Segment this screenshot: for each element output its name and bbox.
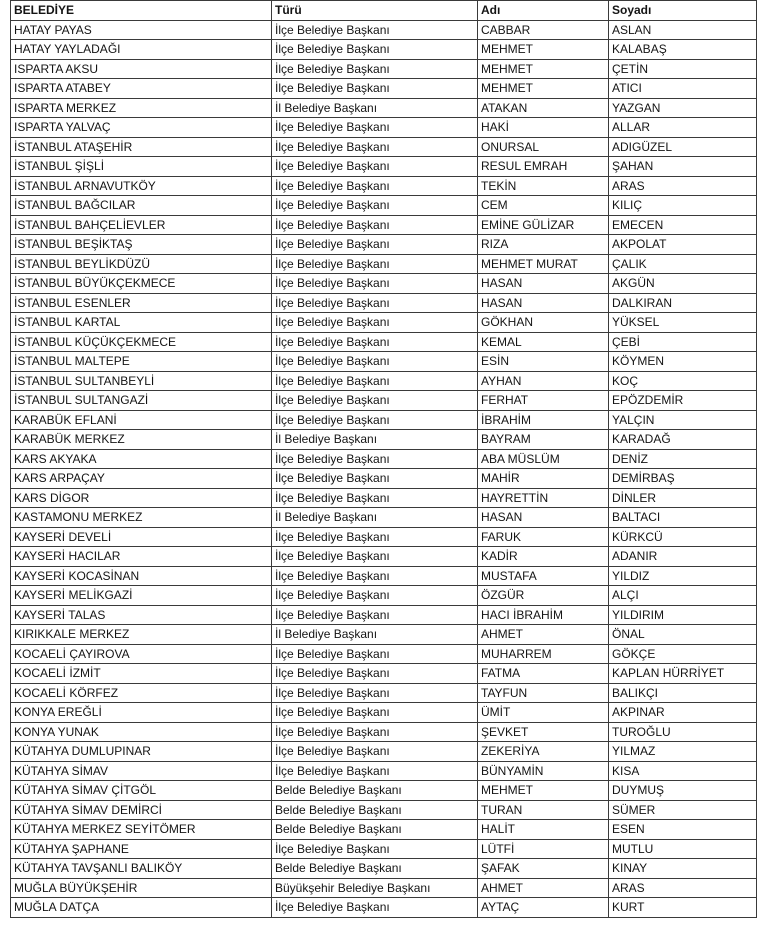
cell-adi: HAKİ (478, 118, 609, 138)
column-header-soyadi: Soyadı (609, 1, 757, 21)
cell-belediye: KAYSERİ MELİKGAZİ (11, 586, 272, 606)
cell-adi: GÖKHAN (478, 313, 609, 333)
cell-soyadi: KILIÇ (609, 196, 757, 216)
cell-belediye: KÜTAHYA SİMAV ÇİTGÖL (11, 781, 272, 801)
table-row (11, 820, 757, 840)
cell-belediye: KAYSERİ DEVELİ (11, 527, 272, 547)
cell-soyadi: ÇETİN (609, 59, 757, 79)
cell-belediye: İSTANBUL BEŞİKTAŞ (11, 235, 272, 255)
cell-adi: MUHARREM (478, 644, 609, 664)
table-row (11, 761, 757, 781)
cell-turu: İlçe Belediye Başkanı (272, 293, 478, 313)
header-row (11, 1, 757, 21)
cell-belediye: KOCAELİ İZMİT (11, 664, 272, 684)
cell-turu: İlçe Belediye Başkanı (272, 313, 478, 333)
cell-soyadi: ESEN (609, 820, 757, 840)
table-row (11, 644, 757, 664)
cell-adi: MAHİR (478, 469, 609, 489)
table-row (11, 547, 757, 567)
column-header-belediye: BELEDİYE (11, 1, 272, 21)
cell-belediye: KÜTAHYA ŞAPHANE (11, 839, 272, 859)
table-row (11, 371, 757, 391)
cell-soyadi: DENİZ (609, 449, 757, 469)
cell-turu: Belde Belediye Başkanı (272, 820, 478, 840)
table-row (11, 703, 757, 723)
cell-soyadi: KAPLAN HÜRRİYET (609, 664, 757, 684)
table-row (11, 235, 757, 255)
cell-belediye: KOCAELİ KÖRFEZ (11, 683, 272, 703)
table-body (11, 20, 757, 917)
mayor-table (10, 0, 757, 918)
cell-turu: İlçe Belediye Başkanı (272, 722, 478, 742)
cell-soyadi: YÜKSEL (609, 313, 757, 333)
cell-belediye: İSTANBUL SULTANGAZİ (11, 391, 272, 411)
cell-soyadi: TUROĞLU (609, 722, 757, 742)
cell-turu: İlçe Belediye Başkanı (272, 118, 478, 138)
cell-adi: ÖZGÜR (478, 586, 609, 606)
cell-adi: MEHMET (478, 781, 609, 801)
cell-soyadi: ADIGÜZEL (609, 137, 757, 157)
cell-adi: İBRAHİM (478, 410, 609, 430)
cell-soyadi: ASLAN (609, 20, 757, 40)
cell-soyadi: GÖKÇE (609, 644, 757, 664)
cell-turu: İlçe Belediye Başkanı (272, 605, 478, 625)
mayor-list-sheet (10, 0, 756, 918)
cell-adi: MEHMET MURAT (478, 254, 609, 274)
table-row (11, 391, 757, 411)
table-row (11, 98, 757, 118)
cell-adi: ATAKAN (478, 98, 609, 118)
cell-soyadi: AKGÜN (609, 274, 757, 294)
cell-adi: ŞEVKET (478, 722, 609, 742)
table-row (11, 20, 757, 40)
cell-adi: TAYFUN (478, 683, 609, 703)
table-row (11, 586, 757, 606)
cell-belediye: KARS ARPAÇAY (11, 469, 272, 489)
cell-soyadi: BALIKÇI (609, 683, 757, 703)
cell-belediye: KÜTAHYA SİMAV (11, 761, 272, 781)
cell-soyadi: YAZGAN (609, 98, 757, 118)
cell-belediye: İSTANBUL BAĞCILAR (11, 196, 272, 216)
cell-belediye: İSTANBUL SULTANBEYLİ (11, 371, 272, 391)
cell-belediye: KARS AKYAKA (11, 449, 272, 469)
cell-belediye: İSTANBUL BÜYÜKÇEKMECE (11, 274, 272, 294)
cell-turu: Büyükşehir Belediye Başkanı (272, 878, 478, 898)
cell-turu: İl Belediye Başkanı (272, 98, 478, 118)
cell-turu: İlçe Belediye Başkanı (272, 566, 478, 586)
cell-belediye: KAYSERİ KOCASİNAN (11, 566, 272, 586)
cell-adi: MEHMET (478, 79, 609, 99)
cell-turu: Belde Belediye Başkanı (272, 859, 478, 879)
cell-belediye: HATAY PAYAS (11, 20, 272, 40)
cell-turu: İlçe Belediye Başkanı (272, 586, 478, 606)
cell-adi: HAYRETTİN (478, 488, 609, 508)
cell-adi: HACI İBRAHİM (478, 605, 609, 625)
cell-adi: HASAN (478, 508, 609, 528)
cell-belediye: KOCAELİ ÇAYIROVA (11, 644, 272, 664)
table-row (11, 59, 757, 79)
cell-belediye: KÜTAHYA DUMLUPINAR (11, 742, 272, 762)
column-header-adi: Adı (478, 1, 609, 21)
cell-turu: İlçe Belediye Başkanı (272, 137, 478, 157)
cell-adi: ESİN (478, 352, 609, 372)
cell-adi: CABBAR (478, 20, 609, 40)
cell-adi: AHMET (478, 878, 609, 898)
table-row (11, 254, 757, 274)
table-row (11, 469, 757, 489)
cell-soyadi: ÇALIK (609, 254, 757, 274)
cell-turu: İlçe Belediye Başkanı (272, 79, 478, 99)
table-row (11, 878, 757, 898)
cell-turu: İlçe Belediye Başkanı (272, 391, 478, 411)
table-row (11, 859, 757, 879)
cell-adi: MEHMET (478, 59, 609, 79)
cell-soyadi: ADANIR (609, 547, 757, 567)
cell-adi: BAYRAM (478, 430, 609, 450)
table-row (11, 274, 757, 294)
cell-turu: Belde Belediye Başkanı (272, 800, 478, 820)
table-row (11, 196, 757, 216)
cell-turu: İlçe Belediye Başkanı (272, 371, 478, 391)
cell-belediye: İSTANBUL BEYLİKDÜZÜ (11, 254, 272, 274)
table-row (11, 566, 757, 586)
cell-soyadi: KALABAŞ (609, 40, 757, 60)
cell-turu: İlçe Belediye Başkanı (272, 410, 478, 430)
cell-turu: İlçe Belediye Başkanı (272, 59, 478, 79)
cell-belediye: KIRIKKALE MERKEZ (11, 625, 272, 645)
cell-belediye: ISPARTA ATABEY (11, 79, 272, 99)
cell-adi: ZEKERİYA (478, 742, 609, 762)
cell-adi: MUSTAFA (478, 566, 609, 586)
cell-belediye: ISPARTA AKSU (11, 59, 272, 79)
table-row (11, 625, 757, 645)
cell-turu: İlçe Belediye Başkanı (272, 547, 478, 567)
table-row (11, 664, 757, 684)
cell-adi: HASAN (478, 293, 609, 313)
table-row (11, 800, 757, 820)
cell-adi: KADİR (478, 547, 609, 567)
cell-adi: EMİNE GÜLİZAR (478, 215, 609, 235)
cell-turu: İlçe Belediye Başkanı (272, 176, 478, 196)
cell-turu: İlçe Belediye Başkanı (272, 664, 478, 684)
cell-soyadi: AKPOLAT (609, 235, 757, 255)
cell-soyadi: SÜMER (609, 800, 757, 820)
cell-turu: İlçe Belediye Başkanı (272, 644, 478, 664)
table-row (11, 293, 757, 313)
cell-belediye: KARABÜK MERKEZ (11, 430, 272, 450)
table-row (11, 488, 757, 508)
cell-soyadi: ALÇI (609, 586, 757, 606)
table-row (11, 313, 757, 333)
cell-soyadi: DUYMUŞ (609, 781, 757, 801)
cell-turu: İl Belediye Başkanı (272, 625, 478, 645)
cell-soyadi: KÜRKCÜ (609, 527, 757, 547)
cell-adi: AHMET (478, 625, 609, 645)
cell-belediye: KAYSERİ HACILAR (11, 547, 272, 567)
cell-adi: TEKİN (478, 176, 609, 196)
table-row (11, 742, 757, 762)
cell-turu: İl Belediye Başkanı (272, 430, 478, 450)
cell-soyadi: KURT (609, 898, 757, 918)
cell-belediye: MUĞLA BÜYÜKŞEHİR (11, 878, 272, 898)
cell-turu: İlçe Belediye Başkanı (272, 742, 478, 762)
cell-adi: HASAN (478, 274, 609, 294)
table-row (11, 839, 757, 859)
table-row (11, 898, 757, 918)
cell-belediye: İSTANBUL KÜÇÜKÇEKMECE (11, 332, 272, 352)
cell-adi: AYTAÇ (478, 898, 609, 918)
cell-soyadi: KISA (609, 761, 757, 781)
table-row (11, 118, 757, 138)
table-row (11, 508, 757, 528)
cell-soyadi: ÇEBİ (609, 332, 757, 352)
cell-turu: İlçe Belediye Başkanı (272, 332, 478, 352)
table-row (11, 605, 757, 625)
cell-soyadi: KINAY (609, 859, 757, 879)
cell-soyadi: ŞAHAN (609, 157, 757, 177)
cell-belediye: İSTANBUL ARNAVUTKÖY (11, 176, 272, 196)
cell-belediye: KÜTAHYA MERKEZ SEYİTÖMER (11, 820, 272, 840)
table-row (11, 157, 757, 177)
cell-soyadi: EMECEN (609, 215, 757, 235)
table-row (11, 137, 757, 157)
cell-soyadi: KARADAĞ (609, 430, 757, 450)
cell-turu: İlçe Belediye Başkanı (272, 157, 478, 177)
cell-belediye: İSTANBUL ATAŞEHİR (11, 137, 272, 157)
cell-turu: İlçe Belediye Başkanı (272, 469, 478, 489)
cell-adi: ONURSAL (478, 137, 609, 157)
table-row (11, 79, 757, 99)
cell-belediye: HATAY YAYLADAĞI (11, 40, 272, 60)
cell-adi: AYHAN (478, 371, 609, 391)
cell-soyadi: YILMAZ (609, 742, 757, 762)
cell-belediye: KÜTAHYA SİMAV DEMİRCİ (11, 800, 272, 820)
cell-turu: İlçe Belediye Başkanı (272, 898, 478, 918)
cell-belediye: KAYSERİ TALAS (11, 605, 272, 625)
cell-turu: İl Belediye Başkanı (272, 508, 478, 528)
cell-soyadi: DİNLER (609, 488, 757, 508)
cell-turu: İlçe Belediye Başkanı (272, 235, 478, 255)
table-row (11, 449, 757, 469)
cell-soyadi: ARAS (609, 878, 757, 898)
cell-adi: ÜMİT (478, 703, 609, 723)
table-row (11, 430, 757, 450)
cell-soyadi: ALLAR (609, 118, 757, 138)
cell-soyadi: ÖNAL (609, 625, 757, 645)
cell-belediye: İSTANBUL KARTAL (11, 313, 272, 333)
table-row (11, 215, 757, 235)
cell-adi: TURAN (478, 800, 609, 820)
table-row (11, 176, 757, 196)
cell-soyadi: YILDIRIM (609, 605, 757, 625)
cell-soyadi: KOÇ (609, 371, 757, 391)
cell-belediye: İSTANBUL MALTEPE (11, 352, 272, 372)
cell-adi: CEM (478, 196, 609, 216)
cell-soyadi: DALKIRAN (609, 293, 757, 313)
cell-adi: BÜNYAMİN (478, 761, 609, 781)
cell-turu: İlçe Belediye Başkanı (272, 449, 478, 469)
table-row (11, 332, 757, 352)
cell-soyadi: ARAS (609, 176, 757, 196)
table-row (11, 40, 757, 60)
cell-adi: LÜTFİ (478, 839, 609, 859)
table-row (11, 410, 757, 430)
cell-belediye: İSTANBUL BAHÇELİEVLER (11, 215, 272, 235)
cell-turu: İlçe Belediye Başkanı (272, 761, 478, 781)
cell-adi: RESUL EMRAH (478, 157, 609, 177)
cell-adi: MEHMET (478, 40, 609, 60)
cell-turu: İlçe Belediye Başkanı (272, 215, 478, 235)
cell-belediye: MUĞLA DATÇA (11, 898, 272, 918)
cell-belediye: KÜTAHYA TAVŞANLI BALIKÖY (11, 859, 272, 879)
table-row (11, 781, 757, 801)
table-row (11, 683, 757, 703)
cell-turu: İlçe Belediye Başkanı (272, 274, 478, 294)
table-row (11, 527, 757, 547)
cell-turu: Belde Belediye Başkanı (272, 781, 478, 801)
table-row (11, 722, 757, 742)
cell-soyadi: YALÇIN (609, 410, 757, 430)
cell-belediye: KARABÜK EFLANİ (11, 410, 272, 430)
cell-soyadi: DEMİRBAŞ (609, 469, 757, 489)
cell-soyadi: BALTACI (609, 508, 757, 528)
cell-belediye: İSTANBUL ŞİŞLİ (11, 157, 272, 177)
column-header-turu: Türü (272, 1, 478, 21)
cell-adi: FARUK (478, 527, 609, 547)
cell-turu: İlçe Belediye Başkanı (272, 352, 478, 372)
table-row (11, 352, 757, 372)
cell-adi: ABA MÜSLÜM (478, 449, 609, 469)
cell-adi: RIZA (478, 235, 609, 255)
cell-adi: ŞAFAK (478, 859, 609, 879)
cell-belediye: ISPARTA MERKEZ (11, 98, 272, 118)
cell-turu: İlçe Belediye Başkanı (272, 527, 478, 547)
cell-adi: HALİT (478, 820, 609, 840)
cell-turu: İlçe Belediye Başkanı (272, 488, 478, 508)
cell-adi: KEMAL (478, 332, 609, 352)
cell-belediye: ISPARTA YALVAÇ (11, 118, 272, 138)
cell-turu: İlçe Belediye Başkanı (272, 196, 478, 216)
cell-soyadi: ATICI (609, 79, 757, 99)
cell-turu: İlçe Belediye Başkanı (272, 703, 478, 723)
cell-adi: FERHAT (478, 391, 609, 411)
cell-soyadi: EPÖZDEMİR (609, 391, 757, 411)
cell-turu: İlçe Belediye Başkanı (272, 20, 478, 40)
cell-soyadi: KÖYMEN (609, 352, 757, 372)
cell-belediye: KASTAMONU MERKEZ (11, 508, 272, 528)
cell-turu: İlçe Belediye Başkanı (272, 683, 478, 703)
cell-turu: İlçe Belediye Başkanı (272, 254, 478, 274)
cell-belediye: KARS DİGOR (11, 488, 272, 508)
cell-soyadi: AKPINAR (609, 703, 757, 723)
cell-turu: İlçe Belediye Başkanı (272, 839, 478, 859)
cell-soyadi: YILDIZ (609, 566, 757, 586)
cell-belediye: KONYA YUNAK (11, 722, 272, 742)
cell-turu: İlçe Belediye Başkanı (272, 40, 478, 60)
cell-soyadi: MUTLU (609, 839, 757, 859)
cell-belediye: KONYA EREĞLİ (11, 703, 272, 723)
cell-belediye: İSTANBUL ESENLER (11, 293, 272, 313)
cell-adi: FATMA (478, 664, 609, 684)
